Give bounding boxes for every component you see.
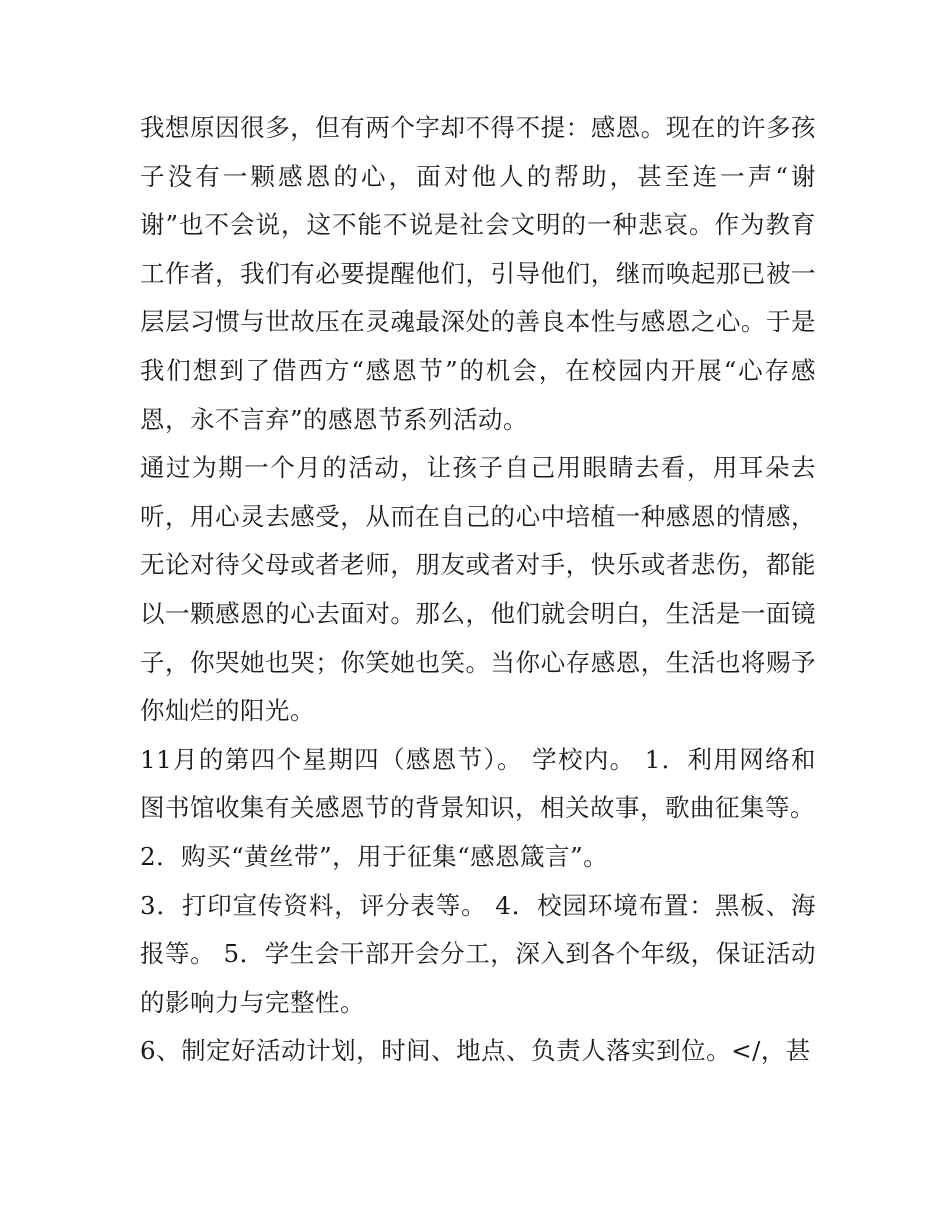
paragraph-item-3-5: 3．打印宣传资料，评分表等。 4．校园环境布置：黑板、海报等。 5．学生会干部开会分工，深入到各个年级，保证活动的影响力与完整性。 <box>140 890 816 1017</box>
paragraph-time-place: 11月的第四个星期四（感恩节）。 学校内。 1．利用网络和图书馆收集有关感恩节的背景知识，相关故事，歌曲征集等。 <box>140 744 816 823</box>
paragraph-item-6: 6、制定好活动计划，时间、地点、负责人落实到位。</，甚 <box>140 1036 811 1066</box>
document-body <box>140 104 816 1076</box>
paragraph-item-2: 2．购买“黄丝带”，用于征集“感恩箴言”。 <box>140 841 609 871</box>
paragraph-purpose: 通过为期一个月的活动，让孩子自己用眼睛去看，用耳朵去听，用心灵去感受，从而在自己的心中培植一种感恩的情感，无论对待父母或者老师，朋友或者对手，快乐或者悲伤，都能以一颗感恩的心去面对。那么，他们就会明白，生活是一面镜子，你哭她也哭；你笑她也笑。当你心存感恩，生活也将赐予你灿烂的阳光。 <box>140 453 816 726</box>
paragraph-background: 我想原因很多，但有两个字却不得不提：感恩。现在的许多孩子没有一颗感恩的心，面对他人的帮助，甚至连一声“谢谢”也不会说，这不能不说是社会文明的一种悲哀。作为教育工作者，我们有必要提醒他们，引导他们，继而唤起那已被一层层习惯与世故压在灵魂最深处的善良本性与感恩之心。于是我们想到了借西方“感恩节”的机会，在校园内开展“心存感恩，永不言弃”的感恩节系列活动。 <box>140 113 816 434</box>
